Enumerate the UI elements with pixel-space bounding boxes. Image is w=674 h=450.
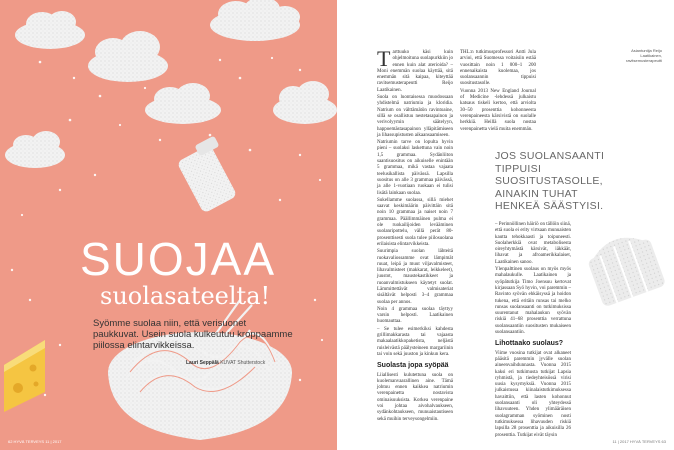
paragraph: – Se tulee esimerkiksi kahdesta grillimakkarasta tai vajaasta makaalaatikkopaketista, neljästä ruisleivästä päälysteineen margariinin tai voin sekä juuston ja kinkun kera. [377,326,453,357]
cloud-icon [273,81,337,124]
dropcap: T [377,46,391,71]
bread-icon [582,218,668,318]
paragraph: Suola on luontaisessa muodossaan yhdistelmä natriumia ja kloridia. Natrium on välttämätön ravintoaine, sillä se osallistuu nestetasapainon ja verivolyymin säätelyyn, happoemästasapainon ylläpitämiseen ja lihassupistusten aikaansaamiseen. [377,95,453,138]
left-footer: 62 HYVÄ TERVEYS 11 | 2017 [8,439,62,444]
right-footer: 11 | 2017 HYVÄ TERVEYS 63 [612,439,666,444]
column-2 [460,50,610,134]
paragraph: THL:n tutkimusprofessori Antti Jula arvioi, että Suomessa voitaisiin estää vuosittain noin 1 000–1 200 ennenaikaista kuolemaa, jos suolansaannin tippuisi suositustasolle. [460,50,536,87]
cloud-icon [5,131,65,168]
column-3 [495,222,571,440]
ingress: Syömme suolaa niin, että verisuonet paukkuvat. Usein suola kulkeutuu kroppaamme piilossa elintarvikkeissa. [93,318,293,351]
paragraph: Noin 4 grammaa suolaa täyttyy varsin helposti. Laatikainen huomauttaa. [377,306,453,325]
pull-quote: JOS SUOLANSAANTI TIPPUISI SUOSITUSTASOLLE, AINAKIN TUHAT HENKEÄ SÄÄSTYISI. [495,150,605,212]
paragraph: Natriumin tarve on lopulta hyvin pieni – suolaksi laskettuna vain noin 1,5 grammaa. Sydänliiton saantisuositus on aikuiselle enintään 5 grammaa, mikä vastaa vajaata teelusikallista päivässä. Lapsilla suositus on alle 3 grammaa päivässä, ja alle 1-vuotiaan ruokaan ei tulisi lisätä lainkaan suolaa. [377,140,453,196]
cloud-icon [145,83,221,124]
paragraph: Tarttuuko käsi kuin ohjelmoituna suolapurkkiin jo ennen kuin alat aterioida? – Moni enemmän suolaa käyttää, sitä enemmän sitä kaipaa, kiteyttää ravitsemusterapeutti Reijo Laatikainen. [377,46,453,93]
section-heading: Suolasta jopa syöpää [377,362,449,370]
right-page [337,0,674,450]
paragraph: – Perinnöllinen häiriö on tällöin siinä, että suola ei erity virtsaan munuaisten kautta tehokkaasti ja toipuneesti. Suolaherkkiä ovat metabolisesta oireyhtymästä kärsivät, iäkkäät, lihavat ja afroamerikkalaiset, Laatikainen sanoo. [495,222,571,265]
cloud-icon [88,31,168,82]
paragraph: Suurimpia suolan lähteitä ruokavaliossamme ovat lämpimät ruuat, leipä ja muut viljavalmisteet, lihavalmisteet (makkarat, leikkeleet), juustot, maustekastikkeet ja ruoanvalmistukseen käytetyt suolat. Lämmittettävät valmisateriat sisältävät helposti 3–4 grammaa suolaa per annos. [377,249,453,305]
paragraph: Ylenpalttinen suolaus on myös myös mahalaukulle. Laatikainen ja syöpätutkija Timo Joensuu kertovat kirjassaan Syö hyvin, voi paremmin – Ravinto syövän ehkäisyssä ja hoidon tukena, että eritäin runsas tai melko runsas suolansaanti on tutkimuksissa suurentanut mahalaukun syövän riskiä 41–68 prosenttia verrattuna suolansaantiin suositusten mukaiseen suolansaantiin. [495,267,571,336]
illustration-credit: KUVAT Shutterstock [220,360,266,366]
expert-note: Asiantuntija Reijo Laatikainen, ravitsemusterapeutti [625,48,662,63]
headline: SUOJAA [80,233,277,285]
section-heading: Lihottaako suolaus? [495,340,564,348]
cloud-icon [15,11,85,49]
salt-shaker-icon [177,136,238,214]
paragraph: Vuonna 2013 New England Journal of Medicine -lehdessä julkaistu katsaus tiskeli kertoo, että arviolta 30–50 prosenttia kohonneesta verenpaineesta kärsivistä on suolalle herkkiä. Heillä suola nostaa verenpainetta vielä muita enemmän. [460,88,536,132]
author: Lauri Seppälä [186,360,219,366]
paragraph: Liiallisesti kulutettuna suola on kuolemanvaarallinen aine. Tämä johtuu ennen kaikkea natriumin verenpainetta nostavista ominaisuuksista. Korkea verenpaine voi johtaa aivohalvaukseen, sydänkohtaukseen, munuaistautiseen sekä muihin terveysongelmiin. [377,372,453,422]
subheadline: suolasateelta! [100,282,271,310]
cheese-icon [4,340,45,412]
credits [186,360,265,366]
paragraph: Viime vuosina tutkijat ovat alkaneet pääsitä paremmin jyvälle suolan aineenvaihdunnasta. Vuonna 2015 kaksi eri tutkimusta tutkijat Lapsia ryhmistä, ja tiedeyhteisössä virisi uusia kysymyksiä. Vuonna 2015 julkaistussa kiinalaistutkimuksessa havaittiin, että lasten kohonnut suolansaanti oli yhteydessä lihavuuteen. Yhden ylimääräisen suolagramman syöminen nosti tutkimuksessa lihavuuden riskiä lapsilla 28 prosenttia ja aikuisilla 26 prosenttia. Tutkijat eivät täysin [495,350,571,438]
cloud-icon [210,0,300,41]
paragraph: Sukellamme suolassa, sillä miehet saavat keskimäärin päivittäin sitä noin 10 grammaa ja naiset noin 7 grammaa. Päällimmäinen pulma ei ole ruokailijoiden levääminen suolanripottelu, vällä perät 80-prosenttisesti suola tulee piilosuolana erilaisista elintarvikkeista. [377,197,453,247]
column-1 [377,46,453,424]
